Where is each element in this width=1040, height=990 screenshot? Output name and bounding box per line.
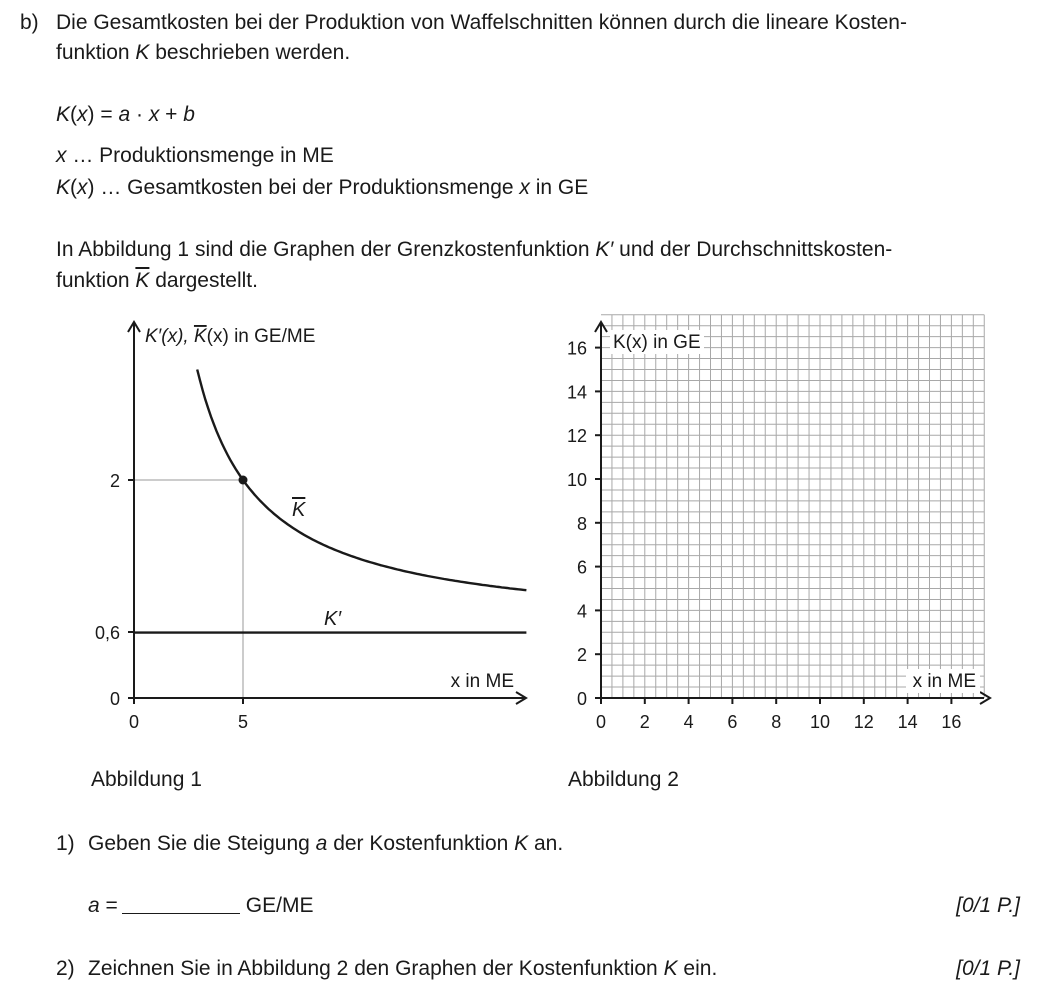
y-tick-label-0: 0 xyxy=(109,689,120,709)
y-tick-label-2: 4 xyxy=(576,601,587,622)
definition-x: x … Produktionsmenge in ME xyxy=(56,144,334,167)
figure-1-x-axis-label: x in ME xyxy=(450,671,514,692)
x-tick-label-2: 2 xyxy=(639,712,650,732)
x-tick-label-5: 5 xyxy=(237,712,249,732)
x-tick-label-2: 14 xyxy=(897,712,918,732)
y-tick-label-2: 8 xyxy=(576,513,587,534)
x-tick-label-2: 4 xyxy=(683,712,694,732)
figure-2-y-axis-label: K(x) in GE xyxy=(613,332,701,353)
figure-text-line-1: In Abbildung 1 sind die Graphen der Grenzkostenfunktion K′ und der Durchschnittskosten- xyxy=(56,238,893,261)
y-tick-label-2: 16 xyxy=(566,338,587,359)
definition-K: K(x) … Gesamtkosten bei der Produktionsmenge x in GE xyxy=(56,176,589,199)
x-tick-label-2: 10 xyxy=(809,712,831,732)
y-tick-label-2: 2 xyxy=(109,471,120,491)
y-tick-label-2: 0 xyxy=(576,689,587,709)
x-tick-label-2: 0 xyxy=(595,712,607,732)
question-2-number: 2) xyxy=(56,957,75,980)
figure-1-y-axis-label: K′(x), K(x) in GE/ME xyxy=(145,326,316,347)
intro-line-2: funktion K beschrieben werden. xyxy=(56,41,351,64)
question-2-text: Zeichnen Sie in Abbildung 2 den Graphen der Kostenfunktion K ein. xyxy=(88,957,718,980)
figure-2-axes xyxy=(595,322,990,704)
x-tick-label-2: 12 xyxy=(853,712,874,732)
points-question-2: [0/1 P.] xyxy=(956,957,1020,980)
question-1-text: Geben Sie die Steigung a der Kostenfunktion K an. xyxy=(88,832,564,855)
y-tick-label-2: 10 xyxy=(566,470,587,490)
figure-2-grid xyxy=(601,315,984,698)
kbar-highlight-point xyxy=(239,476,248,485)
figure-2-caption: Abbildung 2 xyxy=(568,768,679,791)
points-question-1: [0/1 P.] xyxy=(956,894,1020,917)
figure-1-chart xyxy=(0,300,560,740)
kprime-label: K′ xyxy=(324,608,342,630)
figure-2-x-axis-label: x in ME xyxy=(912,671,976,692)
figure-1-helper-lines xyxy=(134,480,243,698)
figure-text-line-2: funktion $\overline{K}$ dargestellt. xyxy=(56,269,258,292)
question-1-number: 1) xyxy=(56,832,75,855)
y-tick-label-0-6: 0,6 xyxy=(94,623,120,643)
cost-formula: K(x) = a · x + b xyxy=(56,103,195,126)
intro-line-1: Die Gesamtkosten bei der Produktion von Waffelschnitten können durch die lineare Kosten- xyxy=(56,11,907,34)
y-tick-label-2: 14 xyxy=(566,382,587,403)
y-tick-label-2: 6 xyxy=(576,557,587,578)
task-letter: b) xyxy=(20,11,39,34)
y-tick-label-2: 2 xyxy=(576,645,587,666)
answer-line: a = GE/ME xyxy=(88,894,314,917)
x-tick-label-2: 16 xyxy=(941,712,962,732)
figure-1-axes xyxy=(128,322,526,704)
figure-1-caption: Abbildung 1 xyxy=(91,768,202,791)
x-tick-label-2: 8 xyxy=(771,712,782,732)
x-tick-label-2: 6 xyxy=(727,712,738,732)
figure-2-chart xyxy=(540,300,1020,740)
x-tick-label-0: 0 xyxy=(128,712,140,732)
answer-blank[interactable] xyxy=(122,913,240,914)
kbar-label: K xyxy=(292,499,306,521)
y-tick-label-2: 12 xyxy=(566,426,587,447)
figure-2-ticks xyxy=(567,339,961,732)
